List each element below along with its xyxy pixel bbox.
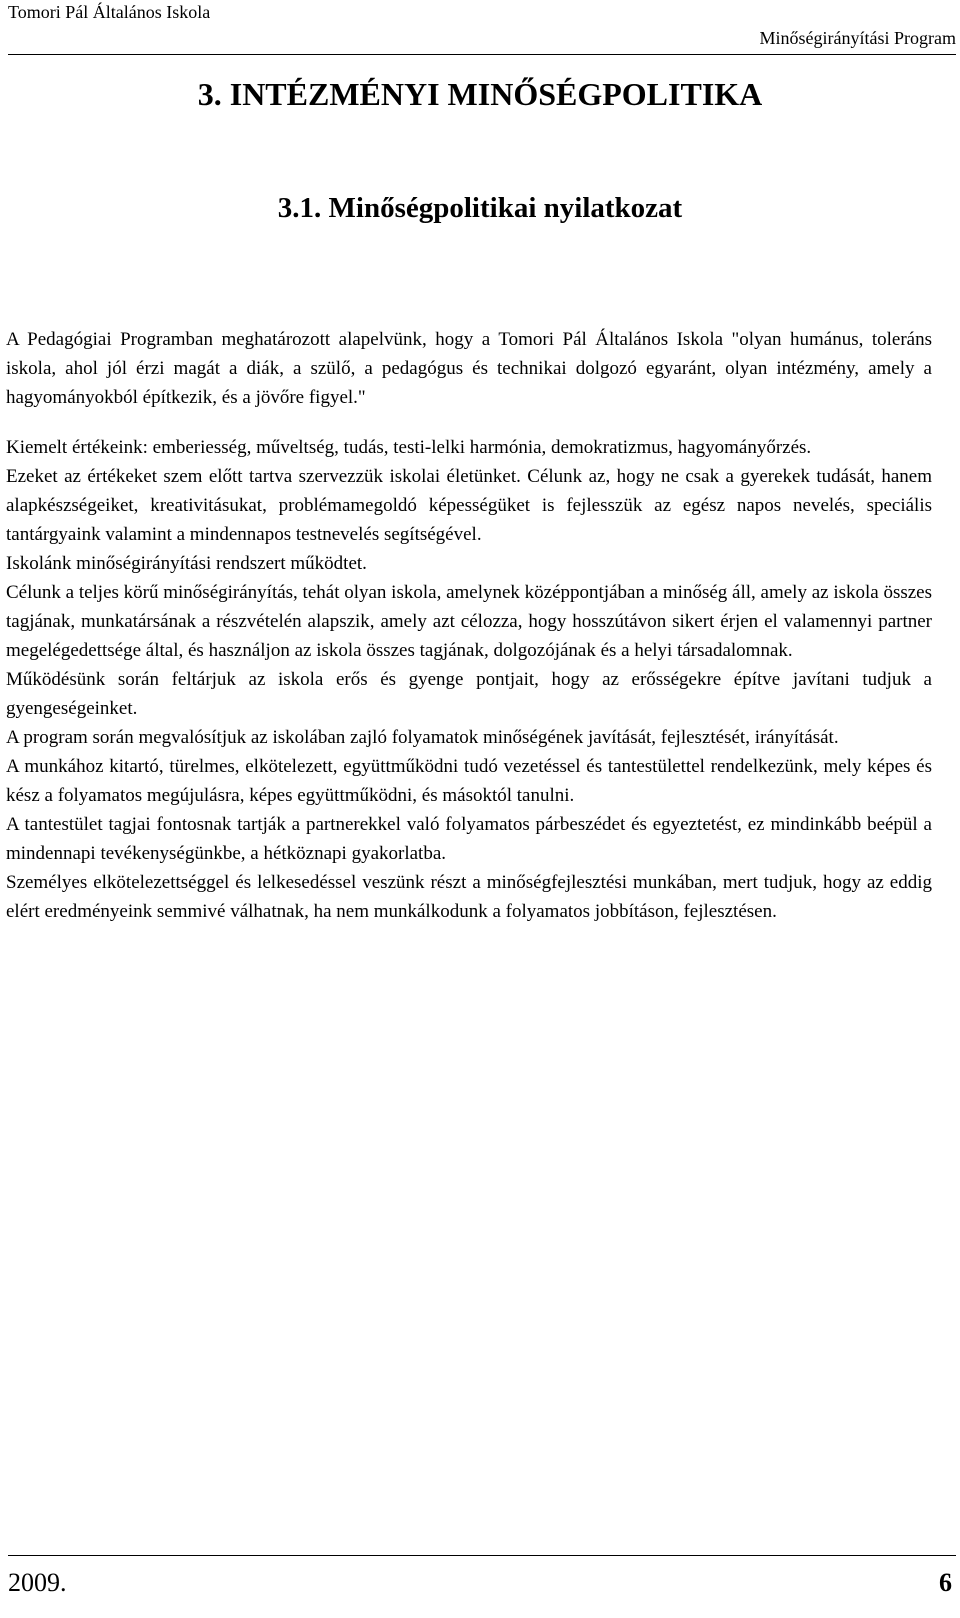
paragraph-commitment: Személyes elkötelezettséggel és lelkesedéssel veszünk részt a minőségfejlesztési munkában, mert tudjuk, hogy az eddig elért eredményeink semmivé válhatnak, ha nem munkálkodunk a folyamatos jobbításon, fejlesztésen. xyxy=(6,872,932,922)
paragraph-total-quality: Célunk a teljes körű minőségirányítás, tehát olyan iskola, amelynek középpontjában a minőség áll, amely az iskola összes tagjának, munkatársának a részvételén alapszik, amely azt célozza, hogy hosszútávon sikert érjen el valamennyi partner megelégedettsége által, és használjon az iskola összes tagjának, dolgozójának és a helyi társadalomnak. xyxy=(6,582,932,661)
paragraph-dialogue: A tantestület tagjai fontosnak tartják a partnerekkel való folyamatos párbeszédet és egyeztetést, ez mindinkább beépül a mindennapi tevékenységünkbe, a hétköznapi gyakorlatba. xyxy=(6,814,932,864)
paragraph-strengths: Működésünk során feltárjuk az iskola erős és gyenge pontjait, hogy az erősségekre építve javítani tudjuk a gyengeségeinket. xyxy=(6,669,932,719)
page-number: 6 xyxy=(939,1568,952,1597)
page-header xyxy=(8,0,956,55)
header-document-name: Minőségirányítási Program xyxy=(759,28,956,48)
paragraph-staff: A munkához kitartó, türelmes, elkötelezett, együttműködni tudó vezetéssel és tantestülettel rendelkezünk, mely képes és kész a folyamatos megújulásra, képes együttműködni, és másoktól tanulni. xyxy=(6,756,932,806)
header-school-name: Tomori Pál Általános Iskola xyxy=(8,2,211,22)
paragraph-quality-system: Iskolánk minőségirányítási rendszert működtet. xyxy=(6,553,367,574)
paragraph-goals: Ezeket az értékeket szem előtt tartva szervezzük iskolai életünket. Célunk az, hogy ne csak a gyerekek tudását, hanem alapkészségeiket, kreativitásukat, problémamegoldó képességüket is fejlesszük az egész napos nevelés, speciális tantárgyaink valamint a mindennapos testnevelés segítségével. xyxy=(6,466,932,545)
footer-year: 2009. xyxy=(8,1568,67,1597)
section-title: 3.1. Minőségpolitikai nyilatkozat xyxy=(277,192,683,224)
document-body xyxy=(6,325,932,926)
paragraph-values: Kiemelt értékeink: emberiesség, műveltség, tudás, testi-lelki harmónia, demokratizmus, hagyományőrzés. xyxy=(6,437,812,458)
chapter-title: 3. INTÉZMÉNYI MINŐSÉGPOLITIKA xyxy=(197,76,763,112)
paragraph-principle: A Pedagógiai Programban meghatározott alapelvünk, hogy a Tomori Pál Általános Iskola "olyan humánus, toleráns iskola, ahol jól érzi magát a diák, a szülő, a pedagógus és technikai dolgozó egyaránt, olyan intézmény, amely a hagyományokból építkezik, és a jövőre figyel." xyxy=(6,329,932,408)
page-footer xyxy=(8,1555,956,1618)
paragraph-program: A program során megvalósítjuk az iskolában zajló folyamatok minőségének javítását, fejlesztését, irányítását. xyxy=(6,727,839,748)
